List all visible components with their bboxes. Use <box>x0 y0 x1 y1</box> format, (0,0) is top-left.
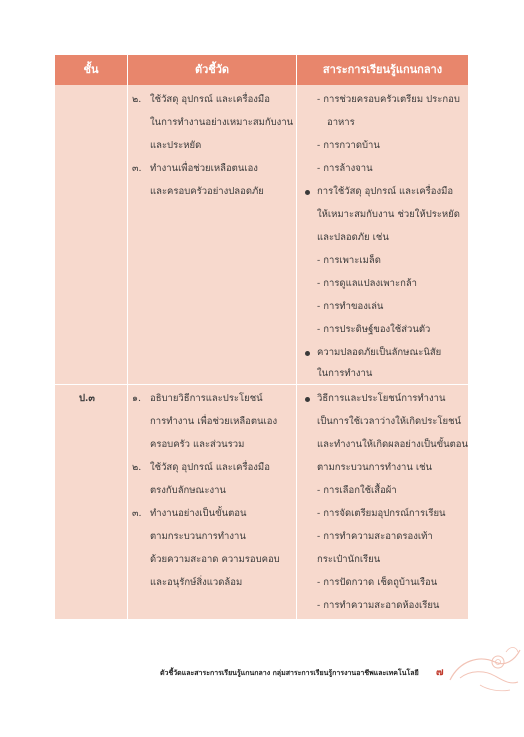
content-line: และปลอดภัย เช่น <box>317 232 389 243</box>
indicator-text: ในการทำงานอย่างเหมาะสมกับงาน <box>150 117 294 128</box>
indicator-text: ทำงานอย่างเป็นขั้นตอน <box>150 508 247 519</box>
page-number: ๗ <box>436 667 444 678</box>
content-line: - การช่วยครอบครัวเตรียม ประกอบ <box>317 94 460 105</box>
indicator-number: ๓. <box>132 508 142 519</box>
column-divider <box>296 55 297 619</box>
indicator-number: ๓. <box>132 163 142 174</box>
indicator-text: และครอบครัวอย่างปลอดภัย <box>150 186 264 197</box>
content-line: วิธีการและประโยชน์การทำงาน <box>317 393 446 404</box>
header-grade: ชั้น <box>83 63 99 76</box>
content-line: - การทำของเล่น <box>317 301 384 312</box>
bullet-icon <box>305 397 310 402</box>
indicator-number: ๒. <box>132 462 142 473</box>
footer-text: ตัวชี้วัดและสาระการเรียนรู้แกนกลาง กลุ่มสาระการเรียนรู้การงานอาชีพและเทคโนโลยี <box>160 669 419 677</box>
floral-ornament-icon <box>440 640 524 700</box>
content-line: - การทำความสะอาดห้องเรียน <box>317 600 440 611</box>
content-line: - การล้างจาน <box>317 163 373 174</box>
content-line: - การกวาดบ้าน <box>317 140 380 151</box>
content-line: - การเพาะเมล็ด <box>317 255 381 266</box>
content-line: และทำงานให้เกิดผลอย่างเป็นขั้นตอน <box>317 439 468 450</box>
content-line: ความปลอดภัยเป็นลักษณะนิสัย <box>317 347 442 358</box>
indicator-text: ใช้วัสดุ อุปกรณ์ และเครื่องมือ <box>150 94 270 105</box>
content-line: - การจัดเตรียมอุปกรณ์การเรียน <box>317 508 446 519</box>
indicator-text: ด้วยความสะอาด ความรอบคอบ <box>150 554 280 565</box>
table-header <box>55 55 468 85</box>
content-line: - การประดิษฐ์ของใช้ส่วนตัว <box>317 324 431 335</box>
content-line: ในการทำงาน <box>317 368 373 379</box>
indicator-text: การทำงาน เพื่อช่วยเหลือตนเอง <box>150 416 278 427</box>
content-line: เป็นการใช้เวลาว่างให้เกิดประโยชน์ <box>317 416 462 427</box>
row-divider <box>55 384 468 385</box>
content-line: - การปัดกวาด เช็ดถูบ้านเรือน <box>317 577 438 588</box>
indicator-text: และอนุรักษ์สิ่งแวดล้อม <box>150 577 243 588</box>
content-line: การใช้วัสดุ อุปกรณ์ และเครื่องมือ <box>317 186 454 197</box>
indicator-text: และประหยัด <box>150 140 202 151</box>
indicator-text: ตรงกับลักษณะงาน <box>150 485 226 496</box>
content-line: ตามกระบวนการทำงาน เช่น <box>317 462 433 473</box>
content-line: ให้เหมาะสมกับงาน ช่วยให้ประหยัด <box>317 209 460 220</box>
indicator-number: ๒. <box>132 94 142 105</box>
bullet-icon <box>305 190 310 195</box>
column-divider <box>127 55 128 619</box>
content-line: - การเลือกใช้เสื้อผ้า <box>317 485 397 496</box>
header-core-content: สาระการเรียนรู้แกนกลาง <box>322 63 443 76</box>
content-line: - การทำความสะอาดรองเท้า <box>317 531 433 542</box>
bullet-icon <box>305 351 310 356</box>
content-line: - การดูแลแปลงเพาะกล้า <box>317 278 418 289</box>
grade-label: ป.๓ <box>79 393 95 404</box>
header-indicators: ตัวชี้วัด <box>194 63 230 76</box>
content-line: กระเป๋านักเรียน <box>317 554 381 565</box>
indicator-text: อธิบายวิธีการและประโยชน์ <box>150 393 263 404</box>
curriculum-table <box>55 55 468 619</box>
indicator-text: ครอบครัว และส่วนรวม <box>150 439 245 450</box>
indicator-number: ๑. <box>132 393 142 404</box>
indicator-text: ใช้วัสดุ อุปกรณ์ และเครื่องมือ <box>150 462 270 473</box>
indicator-text: ทำงานเพื่อช่วยเหลือตนเอง <box>150 163 258 174</box>
content-line: อาหาร <box>327 117 355 128</box>
indicator-text: ตามกระบวนการทำงาน <box>150 531 246 542</box>
